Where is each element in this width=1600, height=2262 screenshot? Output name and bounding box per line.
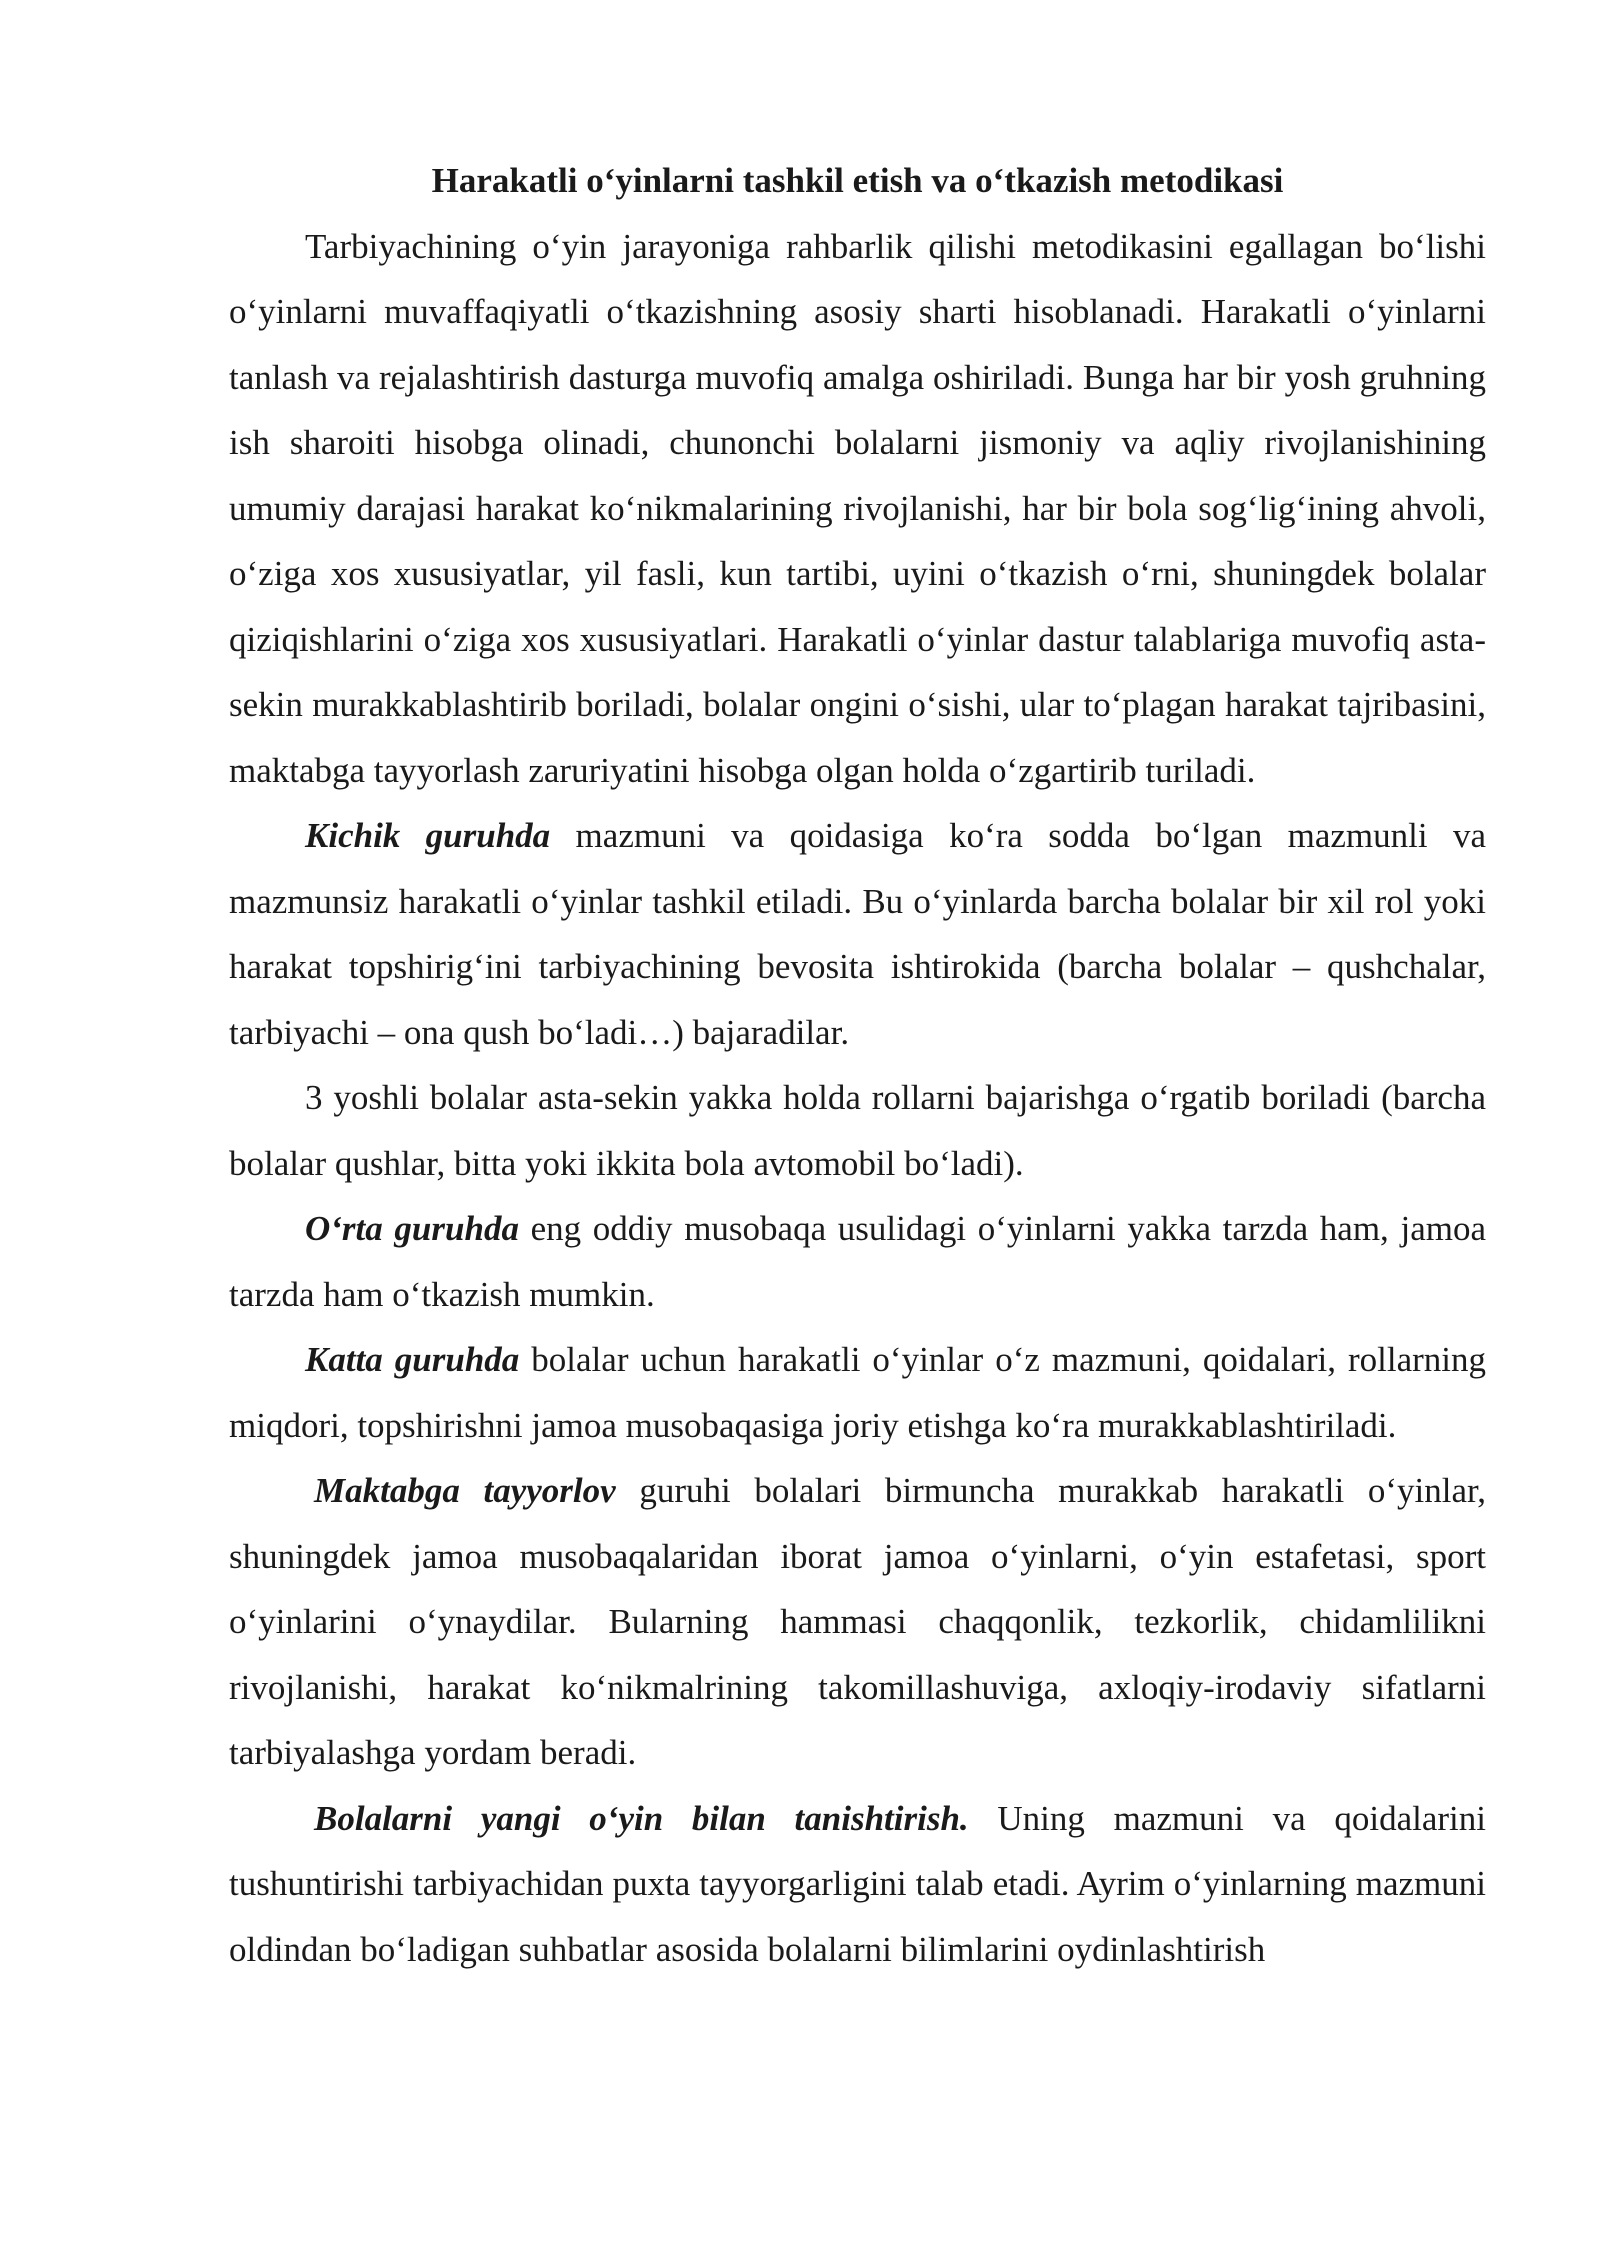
paragraph-text: Tarbiyachining o‘yin jarayoniga rahbarlik qilishi metodikasini egallagan bo‘lishi o‘yinlarni muvaffaqiyatli o‘tkazishning asosiy sharti hisoblanadi. Harakatli o‘yinlarni tanlash va rejalashtirish dasturga muvofiq amalga oshiriladi. Bunga har bir yosh gruhning ish sharoiti hisobga olinadi, chunonchi bolalarni jismoniy va aqliy rivojlanishining umumiy darajasi harakat ko‘nikmalarining rivojlanishi, har bir bola sog‘lig‘ining ahvoli, o‘ziga xos xususiyatlar, yil fasli, kun tartibi, uyini o‘tkazish o‘rni, shuningdek bolalar qiziqishlarini o‘ziga xos xususiyatlari. Harakatli o‘yinlar dastur talablariga muvofiq asta-sekin murakkablashtirib boriladi, bolalar ongini o‘sishi, ular to‘plagan harakat tajribasini, maktabga tayyorlash zaruriyatini hisobga olgan holda o‘zgartirib turiladi. — [229, 226, 1486, 790]
document-body — [229, 148, 1486, 1982]
paragraph-katta-guruh — [229, 1327, 1486, 1458]
paragraph-intro — [229, 214, 1486, 804]
paragraph-orta-guruh — [229, 1196, 1486, 1327]
paragraph-maktabga-tayyorlov — [229, 1458, 1486, 1786]
paragraph-3-yoshli — [229, 1065, 1486, 1196]
paragraph-lead: O‘rta guruhda — [305, 1209, 519, 1248]
paragraph-text: guruhi bolalari birmuncha murakkab harakatli o‘yinlar, shuningdek jamoa musobaqalaridan iborat jamoa o‘yinlarni, o‘yin estafetasi, sport o‘yinlarini o‘ynaydilar. Bularning hammasi chaqqonlik, tezkorlik, chidamlilikni rivojlanishi, harakat ko‘nikmalrining takomillashuviga, axloqiy-irodaviy sifatlarni tarbiyalashga yordam beradi. — [229, 1471, 1486, 1772]
document-title: Harakatli o‘yinlarni tashkil etish va o‘tkazish metodikasi — [431, 161, 1284, 200]
paragraph-text: Uning mazmuni va qoidalarini tushuntirishi tarbiyachidan puxta tayyorgarligini talab etadi. Ayrim o‘yinlarning mazmuni oldindan bo‘ladigan suhbatlar asosida bolalarni bilimlarini oydinlashtirish — [229, 1798, 1486, 1969]
paragraph-text: bolalar uchun harakatli o‘yinlar o‘z mazmuni, qoidalari, rollarning miqdori, topshirishni jamoa musobaqasiga joriy etishga ko‘ra murakkablashtiriladi. — [229, 1340, 1487, 1445]
paragraph-text: 3 yoshli bolalar asta-sekin yakka holda rollarni bajarishga o‘rgatib boriladi (barcha bolalar qushlar, bitta yoki ikkita bola avtomobil bo‘ladi). — [229, 1078, 1486, 1183]
paragraph-lead: Katta guruhda — [305, 1340, 520, 1379]
paragraph-lead: Maktabga tayyorlov — [314, 1471, 616, 1510]
paragraph-yangi-oyin — [229, 1786, 1486, 1983]
paragraph-kichik-guruh — [229, 803, 1486, 1065]
paragraph-text: eng oddiy musobaqa usulidagi o‘yinlarni yakka tarzda ham, jamoa tarzda ham o‘tkazish mumkin. — [229, 1209, 1486, 1314]
paragraph-text: mazmuni va qoidasiga ko‘ra sodda bo‘lgan mazmunli va mazmunsiz harakatli o‘yinlar tashkil etiladi. Bu o‘yinlarda barcha bolalar bir xil rol yoki harakat topshirig‘ini tarbiyachining bevosita ishtirokida (barcha bolalar – qushchalar, tarbiyachi – ona qush bo‘ladi…) bajaradilar. — [229, 816, 1486, 1052]
paragraph-lead: Bolalarni yangi o‘yin bilan tanishtirish. — [314, 1798, 969, 1838]
paragraph-lead: Kichik guruhda — [305, 816, 551, 855]
